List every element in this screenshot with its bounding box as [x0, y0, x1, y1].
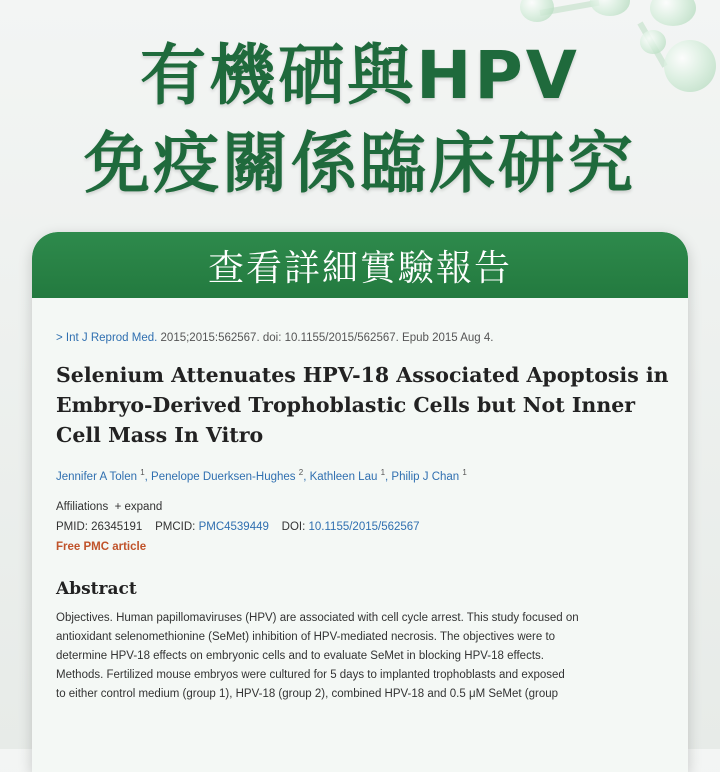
view-report-button[interactable] [32, 232, 688, 298]
doi-link[interactable]: 10.1155/2015/562567 [308, 520, 420, 533]
author-name[interactable]: Jennifer A Tolen [56, 470, 137, 483]
expand-affiliations-button[interactable]: + expand [114, 500, 163, 513]
abstract-line: determine HPV-18 effects on embryonic cells and to evaluate SeMet in blocking HPV-18 effects. [56, 649, 544, 662]
doi-label: DOI: [281, 520, 306, 533]
banner-title-line-1: 有機硒與HPV [140, 37, 580, 114]
author-affiliation[interactable]: 1 [140, 468, 145, 477]
abstract-line: Methods. Fertilized mouse embryos were cultured for 5 days to implanted trophoblasts and exposed [56, 668, 565, 681]
pmcid-link[interactable]: PMC4539449 [198, 520, 269, 533]
pmcid-label: PMCID: [155, 520, 196, 533]
affiliations-row [56, 501, 676, 513]
pmid-label: PMID: [56, 520, 88, 533]
abstract-heading: Abstract [56, 578, 137, 599]
abstract-line: antioxidant selenomethionine (SeMet) inhibition of HPV-mediated necrosis. The objectives were to [56, 630, 556, 643]
abstract-line: Objectives. Human papillomaviruses (HPV) are associated with cell cycle arrest. This study focused on [56, 611, 579, 624]
journal-link[interactable]: Int J Reprod Med. [65, 332, 158, 344]
abstract-text [56, 609, 676, 704]
pmid-value: 26345191 [91, 520, 143, 533]
citation-chevron: > [56, 332, 66, 344]
author-name[interactable]: Penelope Duerksen-Hughes [151, 470, 296, 483]
author-affiliation[interactable]: 1 [462, 468, 467, 477]
author-affiliation[interactable]: 2 [298, 468, 304, 477]
paper-abstract-panel [56, 332, 676, 704]
view-report-label: 查看詳細實驗報告 [207, 247, 512, 289]
report-card [32, 232, 688, 772]
identifiers-row [56, 521, 676, 533]
abstract-line: to either control medium (group 1), HPV-18 (group 2), combined HPV-18 and 0.5 μM SeMet (group [56, 687, 559, 700]
author-name[interactable]: Philip J Chan [391, 470, 460, 483]
paper-title: Selenium Attenuates HPV-18 Associated Apoptosis in Embryo-Derived Trophoblastic Cells but Not Inner Cell Mass In Vitro [56, 363, 669, 447]
citation-line [56, 332, 676, 344]
author-list: Jennifer A Tolen $^1$, Penelope Duerksen-Hughes $^2$, Kathleen Lau $^1$, Philip J Chan $^1$ [56, 468, 467, 483]
citation-details: 2015;2015:562567. doi: 10.1155/2015/562567. Epub 2015 Aug 4. [157, 332, 494, 344]
author-affiliation[interactable]: 1 [380, 468, 386, 477]
affiliations-label: Affiliations [56, 500, 109, 513]
free-pmc-badge[interactable]: Free PMC article [56, 540, 147, 553]
banner-title-line-2: 免疫關係臨床研究 [84, 125, 636, 202]
author-name[interactable]: Kathleen Lau [309, 470, 378, 483]
